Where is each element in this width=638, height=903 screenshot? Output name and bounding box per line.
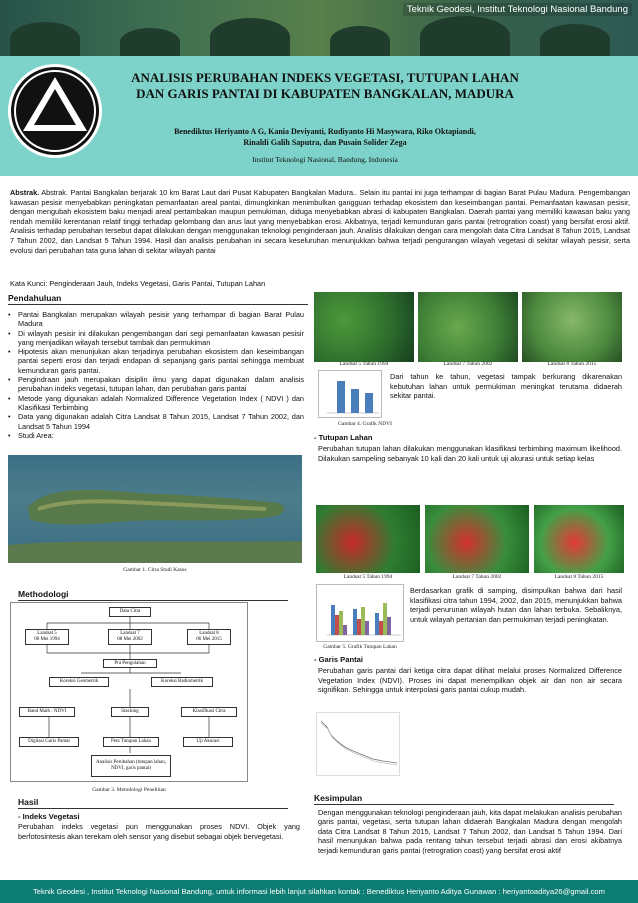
list-item: • Studi Area: — [6, 431, 304, 440]
tutupan-text-2: Berdasarkan grafik di samping, disimpulkan bahwa dari hasil klasifikasi citra tahun 1994, 2002, dan 2015, menunjukkan bahwa terjadi penurunan wilayah hutan dan lahan terbuka. Sebaliknya, untuk wilayah pertanian dan permukiman terjadi peningkatan. — [410, 586, 622, 624]
map-caption: Gambar 1. Citra Studi Kasus — [123, 567, 187, 573]
landcover-chart — [316, 584, 404, 642]
list-item: • Pantai Bangkalan merupakan wilayah pesisir yang terhampar di bagian Barat Pulau Madura — [6, 310, 304, 329]
title-line-2: DAN GARIS PANTAI DI KABUPATEN BANGKALAN, MADURA — [136, 86, 514, 101]
landcover-label: Landsat 5 Tahun 1994 — [343, 574, 393, 580]
ndvi-label: Landsat 7 Tahun 2002 — [443, 361, 493, 367]
garis-pantai-subheading: - Garis Pantai — [314, 655, 363, 664]
kesimpulan-heading: Kesimpulan — [314, 793, 614, 805]
flow-box-data-citra: Data Citra — [109, 607, 151, 617]
poster-title — [110, 70, 540, 102]
flow-box-uji-akurasi: Uji Akurasi — [183, 737, 233, 747]
institution-label: Teknik Geodesi, Institut Teknologi Nasional Bandung — [403, 3, 632, 16]
flow-box-landsat8: Landsat 8 06 Mei 2015 — [187, 629, 231, 645]
flow-box-band-math: Band Math : NDVI — [19, 707, 75, 717]
flow-box-klasifikasi-citra: Klasifikasi Citra — [181, 707, 237, 717]
authors-line-2: Rinaldi Galih Saputra, dan Pusain Solider Zega — [243, 138, 407, 147]
metodologi-heading: Methodologi — [18, 589, 288, 601]
flow-box-digitasi-garis-pantai: Digitasi Garis Pantai — [19, 737, 79, 747]
hasil-text: Perubahan indeks vegetasi pun menggunakan proses NDVI. Objek yang berfotosintesis akan terekam oleh sensor yang disebut sebagai objek bervegetasi. — [18, 822, 300, 841]
tutupan-text: Perubahan tutupan lahan dilakukan menggunakan klasifikasi terbimbing maximum likelihood. Dilakukan sampeling sebanyak 10 kali dan 20 kali untuk uji akurasi untuk setiap kelas — [318, 444, 622, 463]
flow-box-landsat7: Landsat 7 08 Mei 2002 — [108, 629, 152, 645]
ndvi-text: Dari tahun ke tahun, vegetasi tampak berkurang dikarenakan kebutuhan lahan untuk permukiman meningkat terutama didaerah sekitar pantai. — [390, 372, 622, 401]
landcover-image-2002 — [425, 505, 529, 573]
methodology-caption: Gambar 3. Metodologi Penelitian — [92, 787, 166, 793]
landcover-image-2015 — [534, 505, 624, 573]
title-line-1: ANALISIS PERUBAHAN INDEKS VEGETASI, TUTUPAN LAHAN — [131, 70, 519, 85]
flow-box-analisis-perubahan: Analisis Perubahan (tutupan lahan, NDVI, garis pantai) — [91, 755, 171, 777]
garis-text: Perubahan garis pantai dari ketiga citra dapat dilihat melalui proses Normalized Difference Vegetation Index (NDVI). Proses ini dapat menempilkan objek air dan non air secara signifikan. Sehingga untuk interpolasi garis pantai cukup mudah. — [318, 666, 622, 695]
flow-box-landsat5: Landsat 5 06 Mei 1994 — [25, 629, 69, 645]
shoreline-graph — [316, 712, 400, 776]
flow-box-koreksi-geometrik: Koreksi Geometrik — [49, 677, 109, 687]
ndvi-chart — [318, 370, 382, 418]
ndvi-image-2002 — [418, 292, 518, 362]
ndvi-chart-svg — [319, 371, 382, 418]
pendahuluan-heading: Pendahuluan — [8, 293, 308, 305]
authors-line-1: Benediktus Heriyanto A G, Kania Deviyanti, Rudiyanto Hi Masywara, Riko Oktapiandi, — [174, 127, 476, 136]
shoreline-svg — [317, 713, 400, 776]
study-area-satellite-map — [8, 455, 302, 563]
methodology-flowchart — [10, 602, 248, 782]
keywords: Kata Kunci: Penginderaan Jauh, Indeks Vegetasi, Garis Pantai, Tutupan Lahan — [10, 279, 266, 288]
pendahuluan-list — [6, 310, 304, 440]
island-shape — [8, 455, 302, 563]
footer-bar: Teknik Geodesi , Institut Teknologi Nasional Bandung, untuk informasi lebih lanjut silahkan kontak : Benediktus Heriyanto Aditya Gunawan : heriyantoaditya26@gmail.com — [0, 880, 638, 903]
ndvi-chart-caption: Gambar 4. Grafik NDVI — [337, 421, 393, 427]
abstract-text: Abstrak. Pantai Bangkalan berjarak 10 km Barat Laut dari Pusat Kabupaten Bangkalan Madura.. Selain itu pantai ini juga terhampar di bagian Barat Pulau Madura. Pengembangan kawasan pesisir menyebabkan peningkatan pemanfaatan areal pantai, dimungkinkan menimbulkan gangguan terhadap ekosistem dan keseimbangan pantai. Pemanfaatan kawasan pesisir, dengan mengubah ekosistem baku menjadi areal pertambakan maupun pemukiman, diduga menyebabkan abrasi di kabupaten Bangkalan. Daerah pantai yang memiliki kawasan baku yang rendah memiliki kerentanan relatif tinggi terhadap gelombang dan arus laut yang menyebabkan erosi. Akibatnya, terjadi kemunduran garis pantai (retrogration coast) yang bersifat erosi aktif. Analisis terhadap perubahan tersebut dapat dilakukan dengan menggunakan teknologi penginderaan jauh. Analisis dilakukan dengan cara mengolah data Citra Landsat 8 Tahun 2015, Landsat 7 Tahun 2002, dan Landsat 5 Tahun 1994. Hasil dan analisis perubahan ini secara keseluruhan menunjukkan bahwa terjadi pengurangan wilayah vegetasi di sekitar wilayah pesisir, serta evolusi dari perubahan tata guna lahan di sekitar wilayah pantai — [10, 188, 631, 255]
ndvi-image-1994 — [314, 292, 414, 362]
list-item: • Hipotesis akan menunjukan akan terjadinya perubahan ekosistem dan keseimbangan pantai seperti erosi dan terjadi endapan di sepanjang garis pantai sehingga membuat kemunduran garis pantai. — [6, 347, 304, 375]
indeks-vegetasi-subheading: - Indeks Vegetasi — [18, 812, 80, 821]
ndvi-label: Landsat 8 Tahun 2015 — [547, 361, 597, 367]
flow-box-koreksi-radiometrik: Koreksi Radiometrik — [151, 677, 213, 687]
authors — [110, 126, 540, 148]
flow-box-stacking: Stacking — [111, 707, 149, 717]
university-logo — [8, 64, 102, 158]
kesimpulan-text: Dengan menggunakan teknologi penginderaan jauh, kita dapat melakukan analisis perubahan garis pantai, vegetasi, serta tutupan lahan didaerah Bangkalan Madura dengan mengolah data Citra Landsat 8 Tahun 2015, Landsat 7 Tahun 2002, dan Landsat 5 Tahun 1994. Dari hasil menunjukan bahwa pada rentang tahun tersebut terjadi abrasi dan erosi akibatnya terjadi kemunduran garis pantai (retrogration coast) yang bersifat erosi aktif — [318, 808, 622, 855]
landcover-chart-svg — [317, 585, 404, 642]
list-item: • Metode yang digunakan adalah Normalized Difference Vegetation Index ( NDVI ) dan Klasifikasi Terbimbing — [6, 394, 304, 413]
abstract — [10, 188, 630, 255]
landcover-label: Landsat 7 Tahun 2002 — [452, 574, 502, 580]
ndvi-image-2015 — [522, 292, 622, 362]
ndvi-label: Landsat 5 Tahun 1994 — [339, 361, 389, 367]
affiliation: Institut Teknologi Nasional, Bandung, Indonesia — [252, 155, 398, 164]
hasil-heading: Hasil — [18, 797, 288, 809]
landcover-image-1994 — [316, 505, 420, 573]
flow-box-pra-pengolahan: Pra Pengolahan — [103, 659, 157, 668]
list-item: • Pengindraan jauh merupakan disiplin ilmu yang dapat digunakan dalam analisis perubahan indeks vegetasi, tutupan lahan, dan perubahan garis pantai — [6, 375, 304, 394]
triangle-logo-icon — [11, 67, 99, 155]
flow-box-peta-tutupan-lahan: Peta Tutupan Lahan — [103, 737, 159, 747]
list-item: • Di wilayah pesisir ini dilakukan pengembangan dari segi pemanfaatan kawasan pesisir yang menjadikan wilayah tersebut tambak dan permukiman — [6, 329, 304, 348]
landcover-chart-caption: Gambar 5. Grafik Tutupan Lahan — [323, 644, 397, 650]
list-item: • Data yang digunakan adalah Citra Landsat 8 Tahun 2015, Landsat 7 Tahun 2002, dan Landsat 5 Tahun 1994 — [6, 412, 304, 431]
landcover-label: Landsat 8 Tahun 2015 — [554, 574, 604, 580]
tutupan-lahan-subheading: - Tutupan Lahan — [314, 433, 373, 442]
abstract-label: Abstrak. — [10, 188, 40, 197]
